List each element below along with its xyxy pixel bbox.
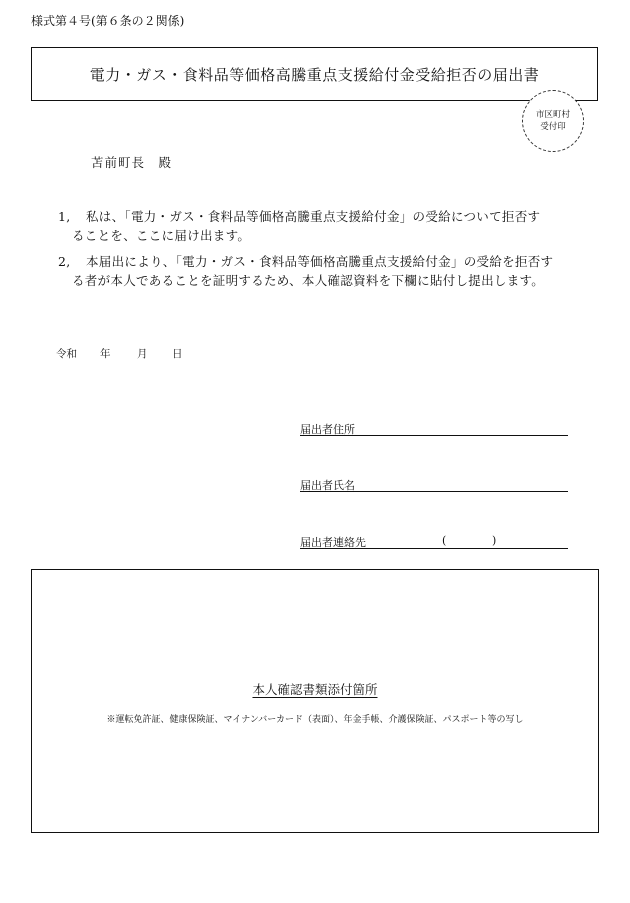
statement-item-1 <box>58 207 598 247</box>
date-year: 年 <box>100 348 111 360</box>
form-number: 様式第４号(第６条の２関係) <box>31 14 185 28</box>
item-text-line2: ることを、ここに届け出ます。 <box>72 228 251 243</box>
stamp-line-2: 受付印 <box>540 122 566 132</box>
attachment-label <box>31 680 599 698</box>
item-text-line1: 本届出により、「電力・ガス・食料品等価格高騰重点支援給付金」の受給を拒否す <box>86 254 554 269</box>
paren-close: ) <box>492 534 497 547</box>
statement-item-2 <box>58 252 598 292</box>
address-label: 届出者住所 <box>300 423 355 436</box>
item-number: 2, <box>58 254 71 269</box>
item-text-line1: 私は、「電力・ガス・食料品等価格高騰重点支援給付金」の受給について拒否す <box>86 209 541 224</box>
contact-label: 届出者連絡先 <box>300 536 366 549</box>
date-day: 日 <box>172 348 183 360</box>
name-label: 届出者氏名 <box>300 479 355 492</box>
item-number: 1, <box>58 209 71 224</box>
attachment-note: ※運転免許証、健康保険証、マイナンバーカード（表面）、年金手帳、介護保険証、パスポート等の写し <box>106 715 524 725</box>
contact-field[interactable] <box>300 534 568 549</box>
item-text-line2: る者が本人であることを証明するため、本人確認資料を下欄に貼付し提出します。 <box>72 273 545 288</box>
date-line <box>56 346 183 361</box>
document-title: 電力・ガス・食料品等価格高騰重点支援給付金受給拒否の届出書 <box>89 65 540 84</box>
stamp-line-1: 市区町村 <box>535 110 570 120</box>
attachment-label-text: 本人確認書類添付箇所 <box>252 682 378 697</box>
addressee: 苫前町長 殿 <box>91 155 173 170</box>
id-attachment-box <box>31 569 599 833</box>
date-era: 令和 <box>56 348 77 360</box>
address-field[interactable] <box>300 421 568 436</box>
date-month: 月 <box>137 348 148 360</box>
title-box <box>31 47 598 101</box>
paren-open: ( <box>442 534 447 547</box>
reception-stamp-circle <box>522 90 584 152</box>
name-field[interactable] <box>300 477 568 492</box>
